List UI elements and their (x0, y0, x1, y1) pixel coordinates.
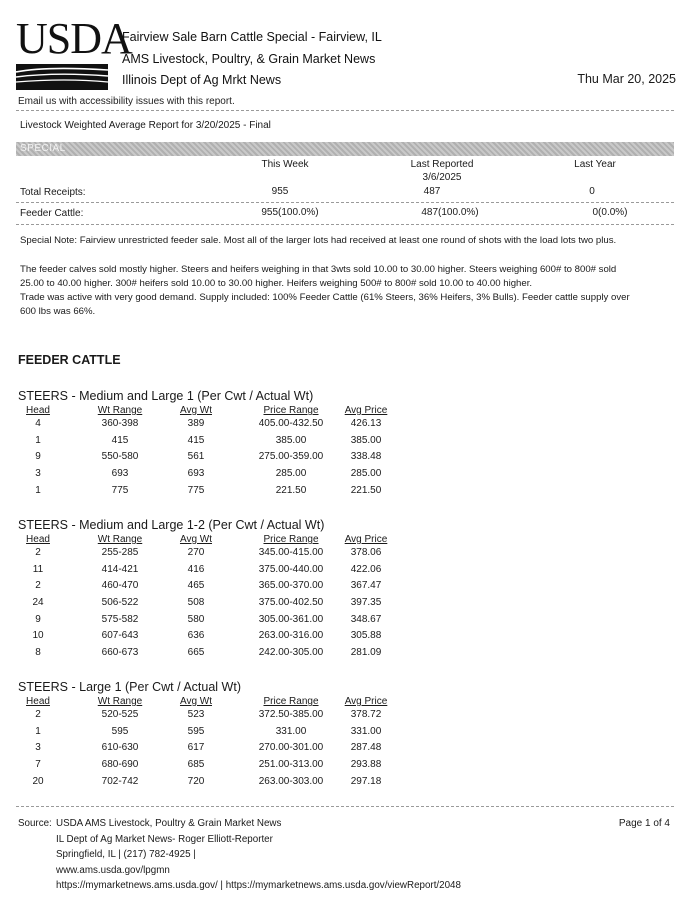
feeder-cattle-this-week: 955(100.0%) (261, 207, 319, 218)
total-receipts-last-year: 0 (589, 186, 595, 197)
head-header: Head (26, 405, 50, 416)
avg-price-cell: 287.48 (350, 742, 382, 754)
avg-wt-cell: 617 (187, 742, 205, 754)
total-receipts-label: Total Receipts: (20, 187, 86, 198)
head-cell: 20 (32, 775, 44, 787)
wt-range-header: Wt Range (97, 405, 143, 416)
total-receipts-this-week: 955 (271, 186, 289, 197)
wt-range-header: Wt Range (97, 534, 143, 545)
source-line: Springfield, IL | (217) 782-4925 | (56, 849, 196, 860)
report-title: Livestock Weighted Average Report for 3/20/2025 - Final (20, 120, 271, 131)
col-this-week: This Week (261, 159, 309, 170)
price-range-cell: 331.00 (275, 725, 307, 737)
source-links[interactable]: https://mymarketnews.ams.usda.gov/ | https://mymarketnews.ams.usda.gov/viewReport/2048 (56, 880, 461, 891)
logo-text: USDA (16, 14, 132, 63)
divider (16, 110, 674, 111)
avg-wt-cell: 508 (187, 597, 205, 609)
avg-wt-cell: 416 (187, 563, 205, 575)
head-cell: 7 (35, 759, 41, 771)
head-cell: 8 (35, 647, 41, 659)
market-note-2: 25.00 to 40.00 higher. 300# heifers sold 10.00 to 30.00 higher. Heifers weighing 500# to 800# sold 10.00 to 40.00 higher. (20, 278, 533, 289)
head-cell: 1 (35, 725, 41, 737)
avg-wt-header: Avg Wt (179, 534, 213, 545)
head-cell: 10 (32, 630, 44, 642)
logo-stripes-icon (16, 64, 108, 90)
col-last-reported-date: 3/6/2025 (422, 172, 462, 183)
head-cell: 2 (35, 547, 41, 558)
price-range-cell: 251.00-313.00 (258, 759, 324, 771)
total-receipts-last-reported: 487 (423, 186, 441, 197)
group-title: STEERS - Medium and Large 1 (Per Cwt / Actual Wt) (18, 389, 314, 403)
price-range-cell: 375.00-402.50 (258, 597, 324, 609)
avg-price-header: Avg Price (344, 696, 388, 707)
market-note-1: The feeder calves sold mostly higher. Steers and heifers weighing in that 3wts sold 10.00 to 30.00 higher. Steers weighing 600# to 800# sold (20, 264, 617, 275)
wt-range-cell: 775 (111, 484, 129, 496)
avg-price-cell: 426.13 (350, 418, 382, 429)
price-range-cell: 263.00-303.00 (258, 775, 324, 787)
page-number: Page 1 of 4 (618, 818, 670, 829)
avg-wt-cell: 636 (187, 630, 205, 642)
wt-range-cell: 520-525 (101, 709, 139, 720)
col-last-reported: Last Reported (410, 159, 474, 170)
wt-range-header: Wt Range (97, 696, 143, 707)
wt-range-cell: 680-690 (101, 759, 139, 771)
header-dept: Illinois Dept of Ag Mrkt News (122, 73, 282, 87)
wt-range-cell: 360-398 (101, 418, 139, 429)
feeder-cattle-last-reported: 487(100.0%) (421, 207, 479, 218)
source-line: USDA AMS Livestock, Poultry & Grain Market News (56, 818, 282, 829)
head-cell: 3 (35, 468, 41, 480)
avg-wt-cell: 561 (187, 451, 205, 463)
avg-price-cell: 221.50 (350, 484, 382, 496)
wt-range-cell: 693 (111, 468, 129, 480)
avg-wt-cell: 465 (187, 580, 205, 592)
head-cell: 1 (35, 484, 41, 496)
divider (16, 202, 674, 203)
head-header: Head (26, 696, 50, 707)
avg-wt-cell: 270 (187, 547, 205, 558)
header-sale-name: Fairview Sale Barn Cattle Special - Fairview, IL (122, 30, 382, 44)
avg-wt-cell: 720 (187, 775, 205, 787)
price-range-cell: 275.00-359.00 (258, 451, 324, 463)
price-range-cell: 345.00-415.00 (258, 547, 324, 558)
head-cell: 1 (35, 434, 41, 446)
avg-price-cell: 285.00 (350, 468, 382, 480)
source-line: IL Dept of Ag Market News- Roger Elliott-Reporter (56, 833, 273, 845)
avg-price-cell: 281.09 (350, 647, 382, 659)
market-note-4: 600 lbs was 66%. (20, 306, 96, 317)
section-title-feeder-cattle: FEEDER CATTLE (18, 353, 121, 367)
wt-range-cell: 414-421 (101, 563, 139, 575)
wt-range-cell: 660-673 (101, 647, 139, 659)
head-cell: 2 (35, 709, 41, 720)
wt-range-cell: 255-285 (101, 547, 139, 558)
special-banner (16, 142, 674, 156)
price-range-header: Price Range (263, 534, 319, 545)
head-header: Head (26, 534, 50, 545)
head-cell: 9 (35, 451, 41, 463)
avg-price-cell: 385.00 (350, 434, 382, 446)
feeder-cattle-label: Feeder Cattle: (20, 208, 84, 219)
wt-range-cell: 415 (111, 434, 129, 446)
avg-price-cell: 293.88 (350, 759, 382, 771)
avg-price-cell: 378.06 (350, 547, 382, 558)
head-cell: 2 (35, 580, 41, 592)
price-range-cell: 372.50-385.00 (258, 709, 324, 720)
price-range-cell: 305.00-361.00 (258, 613, 324, 625)
head-cell: 11 (32, 563, 44, 575)
avg-price-cell: 331.00 (350, 725, 382, 737)
avg-price-header: Avg Price (344, 405, 388, 416)
header-agency: AMS Livestock, Poultry, & Grain Market News (122, 52, 376, 66)
wt-range-cell: 702-742 (101, 775, 139, 787)
avg-price-cell: 348.67 (350, 613, 382, 625)
avg-wt-cell: 595 (187, 725, 205, 737)
wt-range-cell: 607-643 (101, 630, 139, 642)
wt-range-cell: 595 (111, 725, 129, 737)
source-link[interactable]: www.ams.usda.gov/lpgmn (56, 864, 170, 876)
feeder-cattle-last-year: 0(0.0%) (592, 207, 628, 218)
special-note: Special Note: Fairview unrestricted feeder sale. Most all of the larger lots had received at least one round of shots with the load lots two plus. (20, 235, 617, 246)
avg-wt-cell: 389 (187, 418, 205, 429)
avg-wt-cell: 775 (187, 484, 205, 496)
avg-price-header: Avg Price (344, 534, 388, 545)
divider (16, 806, 674, 807)
price-range-cell: 375.00-440.00 (258, 563, 324, 575)
avg-wt-cell: 665 (187, 647, 205, 659)
price-range-header: Price Range (263, 696, 319, 707)
avg-price-cell: 338.48 (350, 451, 382, 463)
avg-wt-cell: 685 (187, 759, 205, 771)
avg-wt-cell: 415 (187, 434, 205, 446)
price-range-cell: 385.00 (275, 434, 307, 446)
avg-price-cell: 367.47 (350, 580, 382, 592)
price-range-cell: 285.00 (275, 468, 307, 480)
avg-price-cell: 397.35 (350, 597, 382, 609)
wt-range-cell: 550-580 (101, 451, 139, 463)
price-range-cell: 263.00-316.00 (258, 630, 324, 642)
special-label: SPECIAL (20, 143, 66, 154)
head-cell: 24 (32, 597, 44, 609)
avg-price-cell: 305.88 (350, 630, 382, 642)
avg-wt-cell: 580 (187, 613, 205, 625)
head-cell: 4 (35, 418, 41, 429)
group-title: STEERS - Medium and Large 1-2 (Per Cwt / Actual Wt) (18, 518, 325, 532)
wt-range-cell: 460-470 (101, 580, 139, 592)
wt-range-cell: 610-630 (101, 742, 139, 754)
price-range-cell: 221.50 (275, 484, 307, 496)
price-range-cell: 242.00-305.00 (258, 647, 324, 659)
col-last-year: Last Year (574, 159, 616, 170)
divider (16, 224, 674, 225)
accessibility-email-link[interactable]: Email us with accessibility issues with this report. (18, 96, 235, 107)
report-date: Thu Mar 20, 2025 (577, 72, 676, 86)
market-note-3: Trade was active with very good demand. Supply included: 100% Feeder Cattle (61% Steers, 36% Heifers, 3% Bulls). Feeder cattle supply over (20, 292, 630, 303)
wt-range-cell: 575-582 (101, 613, 139, 625)
price-range-header: Price Range (263, 405, 319, 416)
avg-price-cell: 297.18 (350, 775, 382, 787)
avg-wt-header: Avg Wt (179, 696, 213, 707)
avg-wt-cell: 523 (187, 709, 205, 720)
price-range-cell: 405.00-432.50 (258, 418, 324, 429)
head-cell: 3 (35, 742, 41, 754)
avg-price-cell: 422.06 (350, 563, 382, 575)
avg-price-cell: 378.72 (350, 709, 382, 720)
group-title: STEERS - Large 1 (Per Cwt / Actual Wt) (18, 680, 241, 694)
source-label: Source: (18, 818, 52, 829)
avg-wt-cell: 693 (187, 468, 205, 480)
usda-logo (16, 14, 132, 88)
avg-wt-header: Avg Wt (179, 405, 213, 416)
head-cell: 9 (35, 613, 41, 625)
price-range-cell: 270.00-301.00 (258, 742, 324, 754)
price-range-cell: 365.00-370.00 (258, 580, 324, 592)
wt-range-cell: 506-522 (101, 597, 139, 609)
